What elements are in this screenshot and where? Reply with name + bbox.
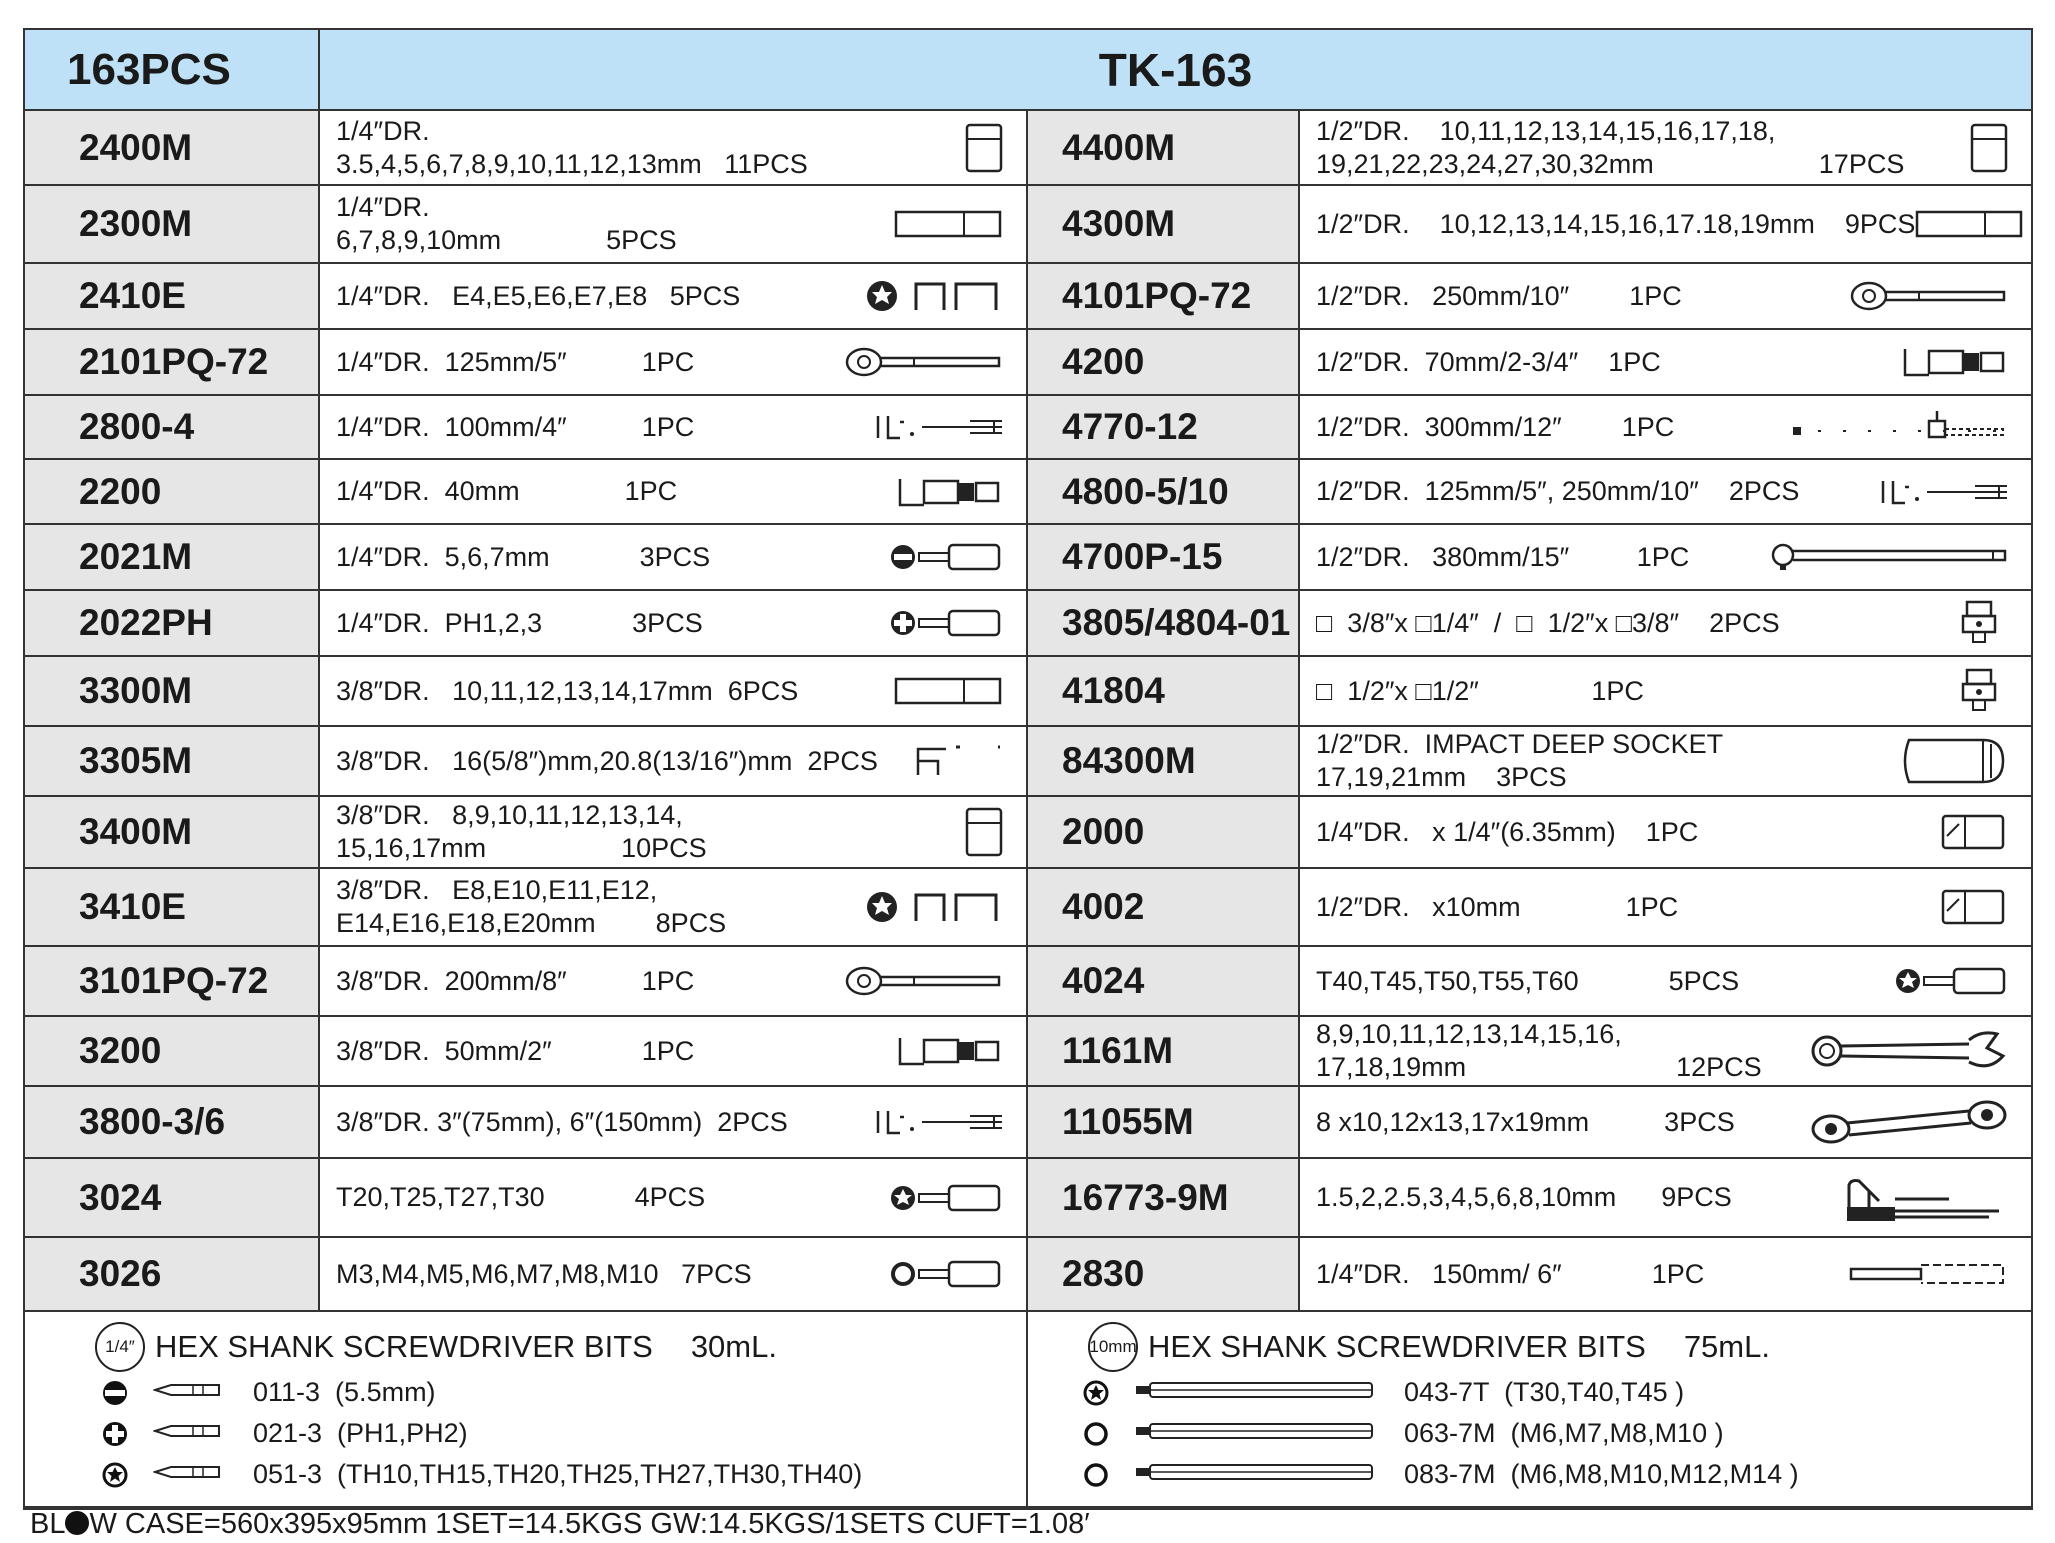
bits-heading [25, 1322, 1026, 1372]
table-row [1028, 797, 2031, 869]
adapter-icon [1949, 666, 2009, 716]
item-description-cell [1300, 525, 2031, 589]
left-column [25, 111, 1028, 1312]
item-description: 3/8″DR. 10,11,12,13,14,17mm 6PCS [336, 675, 799, 706]
bits-10mm [1028, 1312, 2031, 1506]
item-description: 8,9,10,11,12,13,14,15,16, 17,18,19mm 12PCS [1316, 1019, 1762, 1082]
table-row [25, 525, 1026, 591]
item-description-cell [320, 1159, 1026, 1236]
item-code: 4300M [1028, 186, 1300, 262]
item-code: 3300M [25, 657, 320, 725]
table-row [1028, 1087, 2031, 1159]
bits-quantity: 75mL. [1683, 1329, 1770, 1364]
tbar-icon [1789, 409, 2009, 445]
item-code: 3024 [25, 1159, 320, 1236]
torx-bit-socket-icon [1894, 963, 2009, 999]
universal-joint-icon [894, 1034, 1004, 1068]
table-row [25, 460, 1026, 525]
slotted-icon [97, 1380, 133, 1406]
drive-size-badge [95, 1322, 145, 1372]
bits-quantity: 30mL. [690, 1329, 777, 1364]
item-code: 3305M [25, 727, 320, 795]
table-row [1028, 111, 2031, 186]
ratchet-icon [1849, 279, 2009, 313]
bit-spec: 011-3 (5.5mm) [253, 1377, 436, 1407]
ratchet-wrench-icon [1809, 1097, 2009, 1147]
item-code: 3800-3/6 [25, 1087, 320, 1157]
ratchet-icon [844, 964, 1004, 998]
item-description: 1/2″DR. IMPACT DEEP SOCKET 17,19,21mm 3PCS [1316, 729, 1724, 792]
bit-item [25, 1454, 1026, 1495]
table-row [1028, 657, 2031, 727]
bit-icon [153, 1459, 223, 1490]
bit-spec: 083-7M (M6,M8,M10,M12,M14 ) [1404, 1459, 1799, 1489]
item-code: 2022PH [25, 591, 320, 655]
item-description: 1/2″DR. x10mm 1PC [1316, 891, 1679, 922]
item-description: 1/2″DR. 10,12,13,14,15,16,17.18,19mm 9PCS [1316, 208, 1916, 239]
item-description-cell [320, 111, 1026, 184]
item-description-cell [320, 525, 1026, 589]
item-code: 1161M [1028, 1017, 1300, 1085]
table-row [1028, 591, 2031, 657]
bits-title: HEX SHANK SCREWDRIVER BITS [1148, 1329, 1646, 1364]
item-description: T20,T25,T27,T30 4PCS [336, 1182, 706, 1212]
bit-spec: 063-7M (M6,M7,M8,M10 ) [1404, 1418, 1724, 1448]
item-code: 4800-5/10 [1028, 460, 1300, 523]
torx-tamper-icon [97, 1462, 133, 1488]
item-description: M3,M4,M5,M6,M7,M8,M10 7PCS [336, 1258, 752, 1289]
item-description-cell [320, 591, 1026, 655]
item-code: 84300M [1028, 727, 1300, 795]
item-code: 4002 [1028, 869, 1300, 945]
table-row [25, 797, 1026, 869]
item-code: 3805/4804-01 [1028, 591, 1300, 655]
table-row [1028, 396, 2031, 460]
item-code: 2830 [1028, 1238, 1300, 1310]
spline-icon [1078, 1462, 1114, 1488]
combination-wrench-icon [1809, 1026, 2009, 1076]
item-description: 3/8″DR. 3″(75mm), 6″(150mm) 2PCS [336, 1106, 788, 1137]
item-description: 1/4″DR. 100mm/4″ 1PC [336, 411, 695, 442]
item-description-cell [1300, 460, 2031, 523]
socket-short-icon [964, 807, 1004, 857]
item-code: 2410E [25, 264, 320, 328]
item-description: 1/2″DR. 70mm/2-3/4″ 1PC [1316, 346, 1661, 377]
bit-spec: 051-3 (TH10,TH15,TH20,TH25,TH27,TH30,TH40) [253, 1459, 863, 1489]
item-description-cell [320, 797, 1026, 867]
table-row [1028, 186, 2031, 264]
bits-quarter-inch [25, 1312, 1028, 1506]
item-description: 3/8″DR. 16(5/8″)mm,20.8(13/16″)mm 2PCS [336, 745, 878, 776]
piece-count: 163PCS [25, 30, 320, 109]
socket-short-icon [1969, 123, 2009, 173]
table-row [1028, 727, 2031, 797]
item-description: 1/2″DR. 250mm/10″ 1PC [1316, 280, 1682, 311]
hex-key-set-icon [1839, 1171, 2009, 1225]
table-row [25, 947, 1026, 1017]
table-row [1028, 264, 2031, 330]
bits-heading [1028, 1322, 2031, 1372]
item-description: □ 1/2″x □1/2″ 1PC [1316, 675, 1644, 706]
item-description-cell [320, 869, 1026, 945]
bit-item [1028, 1413, 2031, 1454]
torx-icon [1078, 1380, 1114, 1406]
bit-icon [153, 1418, 223, 1449]
table-row [25, 264, 1026, 330]
table-header [25, 30, 2031, 111]
item-description-cell [1300, 186, 2047, 262]
item-description: 1/2″DR. 300mm/12″ 1PC [1316, 411, 1675, 442]
item-description-cell [1300, 727, 2031, 795]
item-code: 4200 [1028, 330, 1300, 394]
bit-item [1028, 1454, 2031, 1495]
item-code: 4700P-15 [1028, 525, 1300, 589]
spark-plug-socket-icon [914, 741, 1004, 781]
phillips-bit-socket-icon [889, 605, 1004, 641]
bit-icon [153, 1377, 223, 1408]
item-code: 4101PQ-72 [1028, 264, 1300, 328]
table-row [25, 1238, 1026, 1312]
item-description: 1/4″DR. 40mm 1PC [336, 476, 678, 506]
bit-icon [1134, 1377, 1374, 1408]
item-description: 3/8″DR. 200mm/8″ 1PC [336, 965, 695, 996]
item-description-cell [1300, 264, 2031, 328]
item-description-cell [320, 186, 1026, 262]
item-description-cell [1300, 396, 2031, 458]
table-row [25, 396, 1026, 460]
item-description-cell [1300, 111, 2031, 184]
item-code: 3200 [25, 1017, 320, 1085]
packing-info-text: W CASE=560x395x95mm 1SET=14.5KGS GW:14.5KGS/1SETS CUFT=1.08′ [89, 1508, 1090, 1540]
item-description-cell [1300, 797, 2031, 867]
spline-icon [1078, 1421, 1114, 1447]
item-code: 4024 [1028, 947, 1300, 1015]
item-description: 8 x10,12x13,17x19mm 3PCS [1316, 1106, 1735, 1137]
item-code: 2400M [25, 111, 320, 184]
slotted-bit-socket-icon [889, 539, 1004, 575]
drive-size-badge [1088, 1322, 1138, 1372]
table-row [25, 727, 1026, 797]
table-row [1028, 1238, 2031, 1312]
table-row [25, 186, 1026, 264]
item-code: 2300M [25, 186, 320, 262]
drive-size-label: 10mm [1089, 1337, 1137, 1356]
breaker-bar-icon [1769, 540, 2009, 574]
item-description-cell [320, 1238, 1026, 1310]
item-code: 3101PQ-72 [25, 947, 320, 1015]
item-description: □ 3/8″x □1/4″ / □ 1/2″x □3/8″ 2PCS [1316, 607, 1780, 638]
right-column [1028, 111, 2031, 1312]
packing-info-prefix: BL [30, 1508, 66, 1540]
extension-bar-icon [1879, 477, 2009, 507]
item-description: 1/4″DR. E4,E5,E6,E7,E8 5PCS [336, 280, 741, 311]
item-description: 1/4″DR. 150mm/ 6″ 1PC [1316, 1258, 1705, 1289]
table-row [1028, 947, 2031, 1017]
spline-bit-socket-icon [889, 1256, 1004, 1292]
item-description: 1.5,2,2.5,3,4,5,6,8,10mm 9PCS [1316, 1182, 1732, 1212]
item-description: 1/4″DR. x 1/4″(6.35mm) 1PC [1316, 816, 1699, 847]
item-description-cell [320, 657, 1026, 725]
item-code: 4770-12 [1028, 396, 1300, 458]
bit-item [1028, 1372, 2031, 1413]
bits-section [25, 1312, 2031, 1508]
item-description-cell [1300, 1238, 2031, 1310]
table-row [1028, 1159, 2031, 1238]
item-description: 1/2″DR. 10,11,12,13,14,15,16,17,18, 19,21,22,23,24,27,30,32mm 17PCS [1316, 115, 1905, 179]
item-description-cell [1300, 591, 2031, 655]
table-row [1028, 869, 2031, 947]
items-grid [25, 111, 2031, 1312]
item-code: 3026 [25, 1238, 320, 1310]
model-number: TK-163 [1098, 43, 1253, 96]
table-row [1028, 525, 2031, 591]
table-row [25, 1087, 1026, 1159]
item-code: 41804 [1028, 657, 1300, 725]
item-code: 2101PQ-72 [25, 330, 320, 394]
impact-socket-icon [1899, 736, 2009, 786]
item-description-cell [1300, 869, 2031, 945]
item-description-cell [1300, 330, 2031, 394]
table-row [1028, 460, 2031, 525]
item-description: 3/8″DR. 50mm/2″ 1PC [336, 1035, 695, 1066]
table-row [25, 111, 1026, 186]
item-description: 1/2″DR. 125mm/5″, 250mm/10″ 2PCS [1316, 476, 1800, 506]
item-code: 2800-4 [25, 396, 320, 458]
adapter-icon [1949, 598, 2009, 648]
spec-table [23, 28, 2033, 1510]
item-description: 1/4″DR. 125mm/5″ 1PC [336, 346, 695, 377]
ratchet-icon [844, 345, 1004, 379]
item-code: 2021M [25, 525, 320, 589]
item-code: 3410E [25, 869, 320, 945]
extension-bar-icon [874, 412, 1004, 442]
item-description: 1/4″DR. 5,6,7mm 3PCS [336, 541, 711, 572]
item-code: 16773-9M [1028, 1159, 1300, 1236]
item-code: 4400M [1028, 111, 1300, 184]
packing-info [30, 1508, 1090, 1541]
item-description-cell [1300, 947, 2031, 1015]
bit-adapter-icon [1939, 812, 2009, 852]
bit-icon [1134, 1418, 1374, 1449]
item-code: 2200 [25, 460, 320, 523]
item-description-cell [320, 396, 1026, 458]
table-row [1028, 1017, 2031, 1087]
table-row [25, 591, 1026, 657]
bit-spec: 021-3 (PH1,PH2) [253, 1418, 468, 1448]
item-description-cell [320, 264, 1026, 328]
socket-deep-icon [1915, 208, 2025, 240]
torx-socket-icon [864, 276, 1004, 316]
item-description-cell [1300, 1159, 2031, 1236]
phillips-icon [97, 1421, 133, 1447]
torx-socket-icon [864, 887, 1004, 927]
bits-title: HEX SHANK SCREWDRIVER BITS [155, 1329, 653, 1364]
socket-short-icon [964, 123, 1004, 173]
drive-size-label: 1/4″ [105, 1337, 135, 1356]
item-description-cell [1300, 1087, 2031, 1157]
socket-deep-icon [894, 675, 1004, 707]
item-description: 1/4″DR. 6,7,8,9,10mm 5PCS [336, 192, 677, 255]
table-row [25, 330, 1026, 396]
table-row [1028, 330, 2031, 396]
item-description-cell [320, 330, 1026, 394]
table-row [25, 657, 1026, 727]
torx-bit-socket-icon [889, 1180, 1004, 1216]
item-description: T40,T45,T50,T55,T60 5PCS [1316, 965, 1740, 996]
bit-item [25, 1372, 1026, 1413]
item-description: 3/8″DR. 8,9,10,11,12,13,14, 15,16,17mm 10PCS [336, 800, 707, 863]
item-code: 11055M [1028, 1087, 1300, 1157]
universal-joint-icon [1899, 345, 2009, 379]
item-description: 1/4″DR. PH1,2,3 3PCS [336, 607, 703, 638]
item-description: 3/8″DR. E8,E10,E11,E12, E14,E16,E18,E20mm 8PCS [336, 875, 727, 938]
item-description: 1/4″DR. 3.5,4,5,6,7,8,9,10,11,12,13mm 11PCS [336, 115, 808, 179]
item-description-cell [320, 460, 1026, 523]
item-description-cell [320, 727, 1026, 795]
spinner-handle-icon [1849, 1259, 2009, 1289]
table-row [25, 1159, 1026, 1238]
item-description-cell [320, 947, 1026, 1015]
item-description-cell [1300, 1017, 2031, 1085]
item-code: 2000 [1028, 797, 1300, 867]
item-description-cell [1300, 657, 2031, 725]
universal-joint-icon [894, 475, 1004, 509]
item-description: 1/2″DR. 380mm/15″ 1PC [1316, 541, 1690, 572]
bullet-icon [65, 1511, 89, 1535]
item-description-cell [320, 1017, 1026, 1085]
socket-deep-icon [894, 208, 1004, 240]
bit-icon [1134, 1459, 1374, 1490]
table-row [25, 1017, 1026, 1087]
bit-adapter-icon [1939, 887, 2009, 927]
extension-bar-icon [874, 1107, 1004, 1137]
bit-spec: 043-7T (T30,T40,T45 ) [1404, 1377, 1685, 1407]
table-row [25, 869, 1026, 947]
item-description-cell [320, 1087, 1026, 1157]
bit-item [25, 1413, 1026, 1454]
item-code: 3400M [25, 797, 320, 867]
